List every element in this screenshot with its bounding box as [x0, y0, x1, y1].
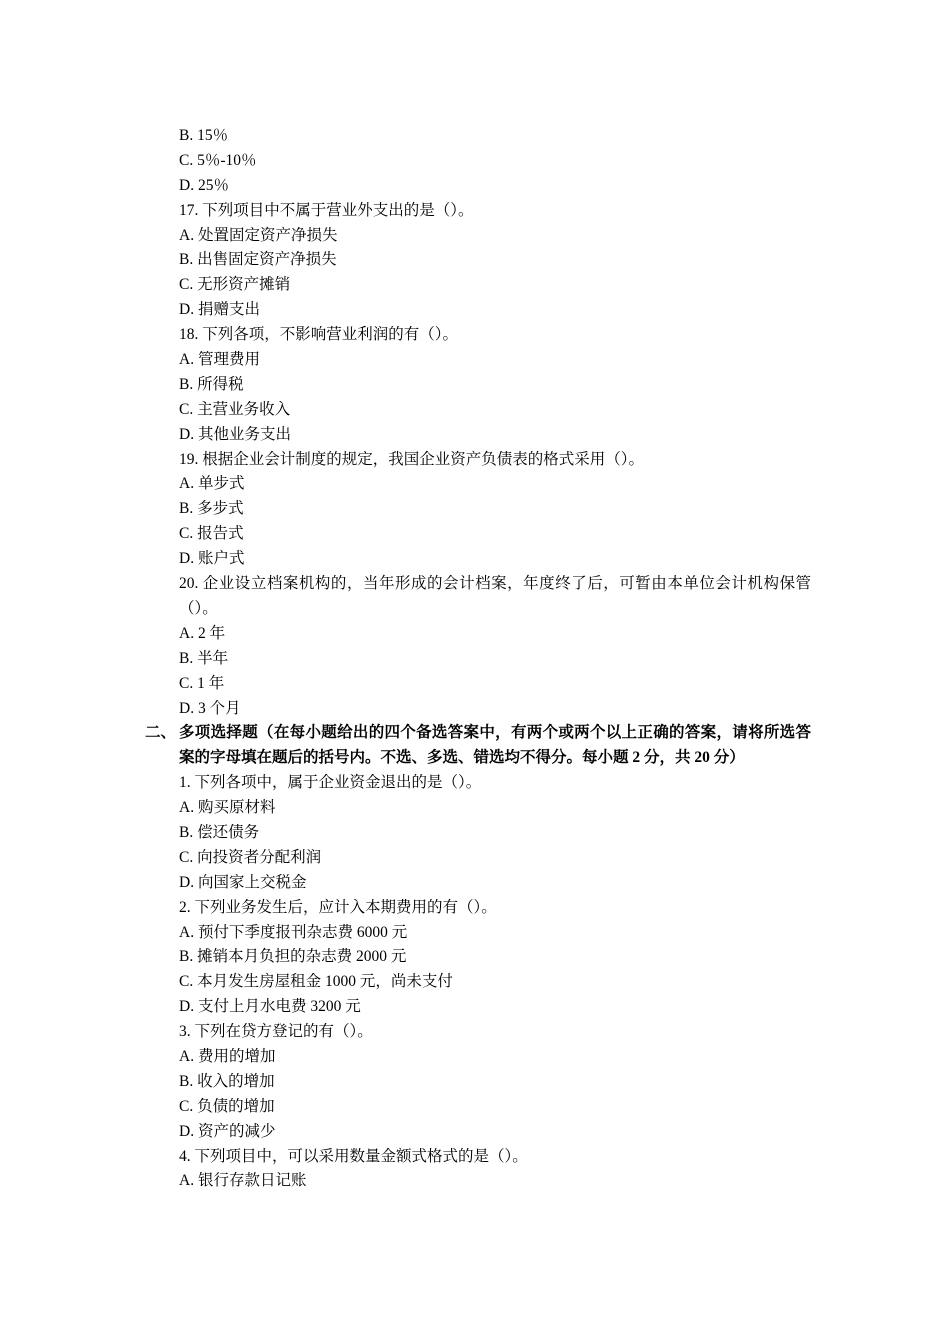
option-line: A. 银行存款日记账	[179, 1172, 307, 1190]
question-stem: 20. 企业设立档案机构的，当年形成的会计档案，年度终了后，可暂由本单位会计机构保管（）。	[179, 575, 811, 617]
option-line: B. 收入的增加	[179, 1072, 275, 1090]
option-line: C. 5％-10％	[179, 151, 257, 169]
option-line: B. 多步式	[179, 500, 244, 518]
option-line: B. 半年	[179, 649, 229, 667]
option-line: D. 向国家上交税金	[179, 873, 307, 891]
option-line: B. 摊销本月负担的杂志费 2000 元	[179, 948, 407, 966]
question-stem: 19. 根据企业会计制度的规定，我国企业资产负债表的格式采用（）。	[179, 450, 645, 468]
option-line: D. 25％	[179, 176, 229, 194]
option-line: C. 本月发生房屋租金 1000 元，尚未支付	[179, 973, 453, 991]
question-stem: 3. 下列在贷方登记的有（）。	[179, 1023, 373, 1041]
option-line: B. 偿还债务	[179, 824, 260, 841]
option-line: A. 购买原材料	[179, 799, 276, 817]
option-line: A. 预付下季度报刊杂志费 6000 元	[179, 923, 408, 941]
option-line: C. 1 年	[179, 674, 225, 692]
section-number: 二、	[145, 724, 177, 742]
question-stem: 2. 下列业务发生后，应计入本期费用的有（）。	[179, 898, 497, 916]
option-line: B. 15％	[179, 127, 229, 144]
option-line: C. 无形资产摊销	[179, 276, 291, 294]
question-stem: 4. 下列项目中，可以采用数量金额式格式的是（）。	[179, 1147, 528, 1165]
option-line: A. 2 年	[179, 624, 226, 642]
section-heading	[145, 721, 811, 771]
option-line: D. 资产的减少	[179, 1122, 276, 1140]
option-line: C. 主营业务收入	[179, 400, 291, 418]
option-line: D. 其他业务支出	[179, 425, 291, 443]
section-title: 多项选择题（在每小题给出的四个备选答案中，有两个或两个以上正确的答案，请将所选答案的字母填在题后的括号内。不选、多选、错选均不得分。每小题 2 分，共 20 分）	[179, 724, 811, 767]
option-line: B. 所得税	[179, 375, 244, 393]
option-line: D. 3 个月	[179, 699, 241, 717]
option-line: C. 向投资者分配利润	[179, 848, 322, 866]
option-line: C. 报告式	[179, 525, 244, 543]
option-line: D. 账户式	[179, 550, 245, 568]
option-line: A. 单步式	[179, 475, 245, 493]
option-line: D. 支付上月水电费 3200 元	[179, 998, 361, 1016]
question-stem: 17. 下列项目中不属于营业外支出的是（）。	[179, 201, 474, 219]
question-stem: 1. 下列各项中，属于企业资金退出的是（）。	[179, 774, 482, 792]
option-line: D. 捐赠支出	[179, 301, 260, 319]
option-line: A. 费用的增加	[179, 1048, 276, 1066]
option-line: C. 负债的增加	[179, 1097, 275, 1115]
question-stem: 18. 下列各项，不影响营业利润的有（）。	[179, 326, 459, 344]
option-line: B. 出售固定资产净损失	[179, 251, 337, 269]
option-line: A. 处置固定资产净损失	[179, 226, 338, 244]
option-line: A. 管理费用	[179, 351, 260, 369]
document-page	[0, 124, 950, 1194]
